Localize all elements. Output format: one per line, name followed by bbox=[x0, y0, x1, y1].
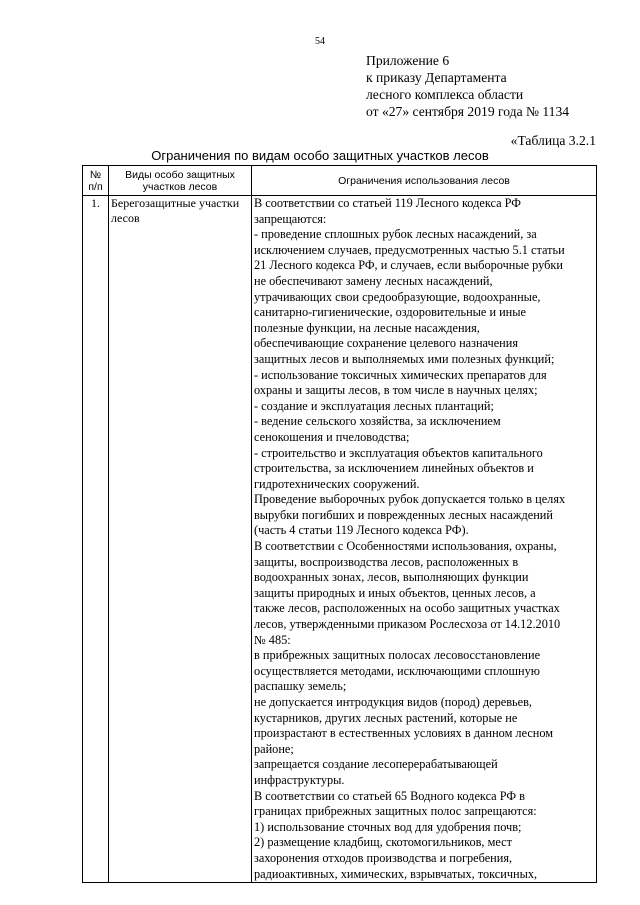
restriction-line: охраны и защиты лесов, в том числе в научных целях; bbox=[254, 383, 538, 398]
restriction-line: гидротехнических сооружений. bbox=[254, 476, 420, 491]
restriction-line: В соответствии со статьей 65 Водного кодекса РФ в bbox=[254, 788, 525, 803]
restriction-line: В соответствии со статьей 119 Лесного кодекса РФ bbox=[254, 196, 521, 210]
restriction-line: произрастают в естественных условиях в данном лесном bbox=[254, 726, 554, 741]
restriction-line: № 485: bbox=[254, 632, 291, 647]
restriction-line: не обеспечивают замену лесных насаждений, bbox=[254, 273, 493, 288]
restriction-line: санитарно-гигиенические, оздоровительные и иные bbox=[254, 305, 526, 320]
row-type-line: Берегозащитные участки bbox=[111, 196, 240, 210]
header-type-line: участков лесов bbox=[142, 180, 218, 193]
header-num bbox=[83, 166, 109, 196]
appendix-line: лесного комплекса области bbox=[366, 87, 524, 102]
restriction-line: районе; bbox=[254, 741, 294, 756]
appendix-line: Приложение 6 bbox=[366, 53, 450, 68]
header-num-line: № bbox=[89, 168, 102, 181]
restriction-line: границах прибрежных защитных полос запрещаются: bbox=[254, 804, 537, 819]
row-restrictions bbox=[252, 196, 597, 883]
restriction-line: осуществляется методами, исключающими сплошную bbox=[254, 663, 540, 678]
appendix-header bbox=[366, 52, 569, 120]
restriction-line: 1) использование сточных вод для удобрения почв; bbox=[254, 819, 522, 834]
restriction-line: - создание и эксплуатация лесных плантаций; bbox=[254, 398, 494, 413]
restriction-line: вырубки погибших и поврежденных лесных насаждений bbox=[254, 507, 553, 522]
restriction-line: лесов, утвержденными приказом Рослесхоза от 14.12.2010 bbox=[254, 617, 561, 632]
restriction-line: не допускается интродукция видов (пород) деревьев, bbox=[254, 695, 532, 709]
restriction-line: Проведение выборочных рубок допускается только в целях bbox=[254, 492, 566, 507]
restriction-line: кустарников, других лесных растений, которые не bbox=[254, 710, 518, 725]
restriction-line: радиоактивных, химических, взрывчатых, токсичных, bbox=[254, 866, 538, 881]
restriction-line: защитных лесов и выполняемых ими полезных функций; bbox=[254, 351, 555, 366]
restriction-line: - ведение сельского хозяйства, за исключением bbox=[254, 414, 501, 429]
header-num-line: п/п bbox=[88, 180, 103, 193]
table-label: «Таблица 3.2.1 bbox=[510, 133, 596, 148]
restriction-line: в прибрежных защитных полосах лесовосстановление bbox=[254, 648, 541, 663]
row-type bbox=[109, 196, 252, 883]
appendix-line: от «27» сентября 2019 года № 1134 bbox=[366, 104, 570, 119]
restriction-line: захоронения отходов производства и погребения, bbox=[254, 850, 513, 865]
restriction-line: распашку земель; bbox=[254, 679, 347, 694]
restriction-line: В соответствии с Особенностями использования, охраны, bbox=[254, 539, 557, 554]
page-number: 54 bbox=[315, 36, 325, 47]
row-type-line: лесов bbox=[111, 211, 140, 225]
restriction-line: (часть 4 статьи 119 Лесного кодекса РФ). bbox=[254, 523, 469, 538]
table-header-row bbox=[83, 166, 597, 196]
restriction-line: полезные функции, на лесные насаждения, bbox=[254, 320, 480, 335]
restriction-line: утрачивающих свои средообразующие, водоохранные, bbox=[254, 289, 541, 304]
restriction-line: - строительство и эксплуатация объектов капитального bbox=[254, 445, 543, 460]
restriction-line: - использование токсичных химических препаратов для bbox=[254, 367, 547, 382]
table-title: Ограничения по видам особо защитных участков лесов bbox=[151, 148, 489, 163]
restriction-line: - проведение сплошных рубок лесных насаждений, за bbox=[254, 227, 537, 242]
restrictions-table bbox=[82, 165, 597, 883]
restriction-line: запрещается создание лесоперерабатывающей bbox=[254, 757, 498, 772]
restriction-line: исключением случаев, предусмотренных частью 5.1 статьи bbox=[254, 242, 565, 257]
restriction-line: запрещаются: bbox=[254, 211, 327, 226]
restriction-line: защиты природных и иных объектов, ценных лесов, а bbox=[254, 585, 536, 600]
appendix-line: к приказу Департамента bbox=[366, 70, 507, 85]
restriction-line: сенокошения и пчеловодства; bbox=[254, 429, 410, 444]
restriction-line: также лесов, расположенных на особо защитных участках bbox=[254, 601, 560, 616]
restriction-line: защиты, воспроизводства лесов, расположенных в bbox=[254, 554, 519, 569]
restriction-line: инфраструктуры. bbox=[254, 772, 345, 787]
restriction-line: строительства, за исключением линейных объектов и bbox=[254, 461, 534, 476]
header-type-line: Виды особо защитных bbox=[125, 168, 235, 181]
restriction-line: 2) размещение кладбищ, скотомогильников, мест bbox=[254, 835, 512, 850]
restriction-line: водоохранных зонах, лесов, выполняющих функции bbox=[254, 570, 529, 585]
row-number: 1. bbox=[83, 196, 109, 883]
header-type bbox=[109, 166, 252, 196]
table-row bbox=[83, 196, 597, 883]
header-restrictions: Ограничения использования лесов bbox=[252, 166, 597, 196]
restriction-line: 21 Лесного кодекса РФ, и случаев, если выборочные рубки bbox=[254, 258, 563, 273]
restriction-line: обеспечивающие сохранение целевого назначения bbox=[254, 336, 518, 351]
